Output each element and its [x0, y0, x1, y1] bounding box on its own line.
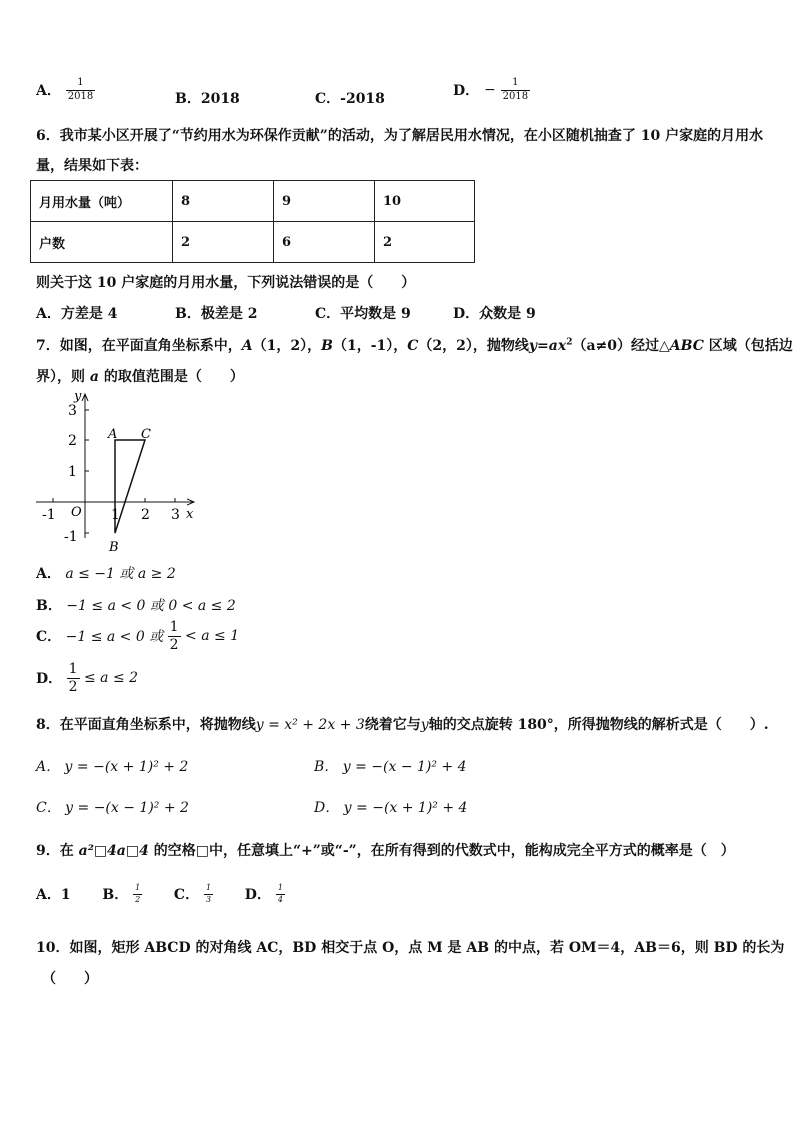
x-tick-label: 3 [171, 507, 180, 523]
q9-option-d-numerator: 1 [277, 883, 283, 893]
q8-option-d: D． y = −(x + 1)² + 4 [314, 800, 468, 816]
q8-stem-a: 8．在平面直角坐标系中，将抛物线 [36, 717, 256, 733]
x-tick-label: 1 [111, 507, 120, 523]
q7-option-c-left: −1 ≤ a < 0 或 [65, 629, 164, 646]
q9-option-b-numerator: 1 [135, 883, 141, 893]
q8-stem-equation: y = x² + 2x + 3 [255, 717, 365, 733]
q7-point-c-label: C [407, 338, 419, 354]
q7-option-c-numerator: 1 [169, 619, 179, 635]
table-cell: 2 [375, 222, 475, 263]
q7-option-d [36, 662, 138, 694]
q7-parabola-eq: y=ax [528, 338, 567, 354]
q7-point-b-label: B [321, 338, 333, 354]
q6-stem-line2: 量，结果如下表： [36, 158, 148, 174]
q7-option-d-denominator: 2 [68, 678, 78, 695]
table-cell: 9 [274, 181, 375, 222]
table-cell: 8 [173, 181, 274, 222]
y-tick-label: 2 [68, 433, 77, 449]
q7-option-a-math: a ≤ −1 或 a ≥ 2 [65, 566, 176, 582]
q6-option-d: D．众数是 9 [453, 306, 536, 322]
q8-option-a: A． y = −(x + 1)² + 2 [36, 759, 189, 775]
q6-question: 则关于这 10 户家庭的月用水量，下列说法错误的是（ ） [36, 275, 416, 291]
x-tick-label: -1 [42, 507, 56, 523]
q7-point-a-label: A [241, 338, 253, 354]
q7-stem-line2-a: 界），则 [36, 369, 90, 385]
y-tick-label: 3 [68, 403, 77, 419]
axis-label-y: y [74, 389, 82, 404]
q9-stem-a: 9．在 [36, 843, 79, 859]
q7-option-d-label: D． [36, 671, 63, 688]
q8-stem [36, 714, 769, 734]
q9-option-d-fraction [276, 884, 285, 904]
q5-option-a-denominator: 2018 [67, 90, 94, 102]
q7-parabola-exp: 2 [566, 337, 573, 348]
table-cell: 10 [375, 181, 475, 222]
q9-stem-math: a²□4a□4 [78, 843, 149, 859]
q6-option-a: A．方差是 4 [36, 306, 118, 322]
q7-option-c [36, 620, 239, 652]
q7-option-b [36, 595, 236, 615]
q9-option-c-label: C． [173, 887, 200, 903]
point-label-b: B [109, 540, 119, 555]
q7-triangle-name: ABC [669, 338, 704, 354]
q7-option-a-label: A． [36, 566, 61, 582]
q7-coordinate-figure [30, 388, 205, 560]
q5-option-d-label: D． [453, 83, 480, 99]
q9-option-b-fraction [133, 884, 142, 904]
axis-label-x: x [186, 507, 194, 522]
q9-stem-b: 的空格□中，任意填上“+”或“-”，在所有得到的代数式中，能构成完全平方式的概率是（ ） [148, 843, 735, 859]
q5-option-c: C．-2018 [315, 91, 385, 107]
table-cell: 月用水量（吨） [31, 181, 173, 222]
q7-stem-text: 7．如图，在平面直角坐标系中， [36, 338, 242, 354]
q7-option-c-label: C． [36, 629, 62, 646]
q6-option-c: C．平均数是 9 [315, 306, 411, 322]
q7-point-c-coord: （2，2），抛物线 [418, 338, 529, 354]
q7-option-c-right: < a ≤ 1 [185, 628, 240, 645]
q7-point-b-coord: （1，-1）， [332, 338, 408, 354]
q9-options [36, 884, 285, 904]
q6-data-table [30, 180, 475, 263]
q5-option-d-fraction [501, 78, 530, 102]
q9-option-b-denominator: 2 [135, 894, 141, 904]
q5-option-a-label: A． [36, 83, 61, 99]
q7-option-c-fraction [168, 620, 181, 652]
q9-option-d-denominator: 4 [277, 894, 283, 904]
q10-stem-line2: （ ） [42, 971, 98, 987]
point-label-a: A [108, 427, 118, 442]
origin-label: O [71, 505, 82, 520]
q5-option-b: B．2018 [175, 91, 240, 107]
q9-option-a: A．1 [36, 887, 71, 903]
q5-option-a-fraction [66, 78, 95, 102]
table-row [31, 181, 475, 222]
q5-option-d-denominator: 2018 [502, 90, 529, 102]
q7-option-c-denominator: 2 [169, 636, 179, 653]
point-label-c: C [141, 427, 151, 442]
q9-option-b-label: B． [102, 887, 129, 903]
q7-option-b-math: −1 ≤ a < 0 或 0 < a ≤ 2 [66, 598, 236, 614]
q7-stem-line1 [36, 335, 793, 355]
q5-option-d [453, 78, 530, 102]
q8-stem-b: 绕着它与 [364, 717, 421, 733]
q8-stem-y: y [420, 717, 429, 733]
table-cell: 2 [173, 222, 274, 263]
q9-option-c-fraction [204, 884, 213, 904]
q7-stem-tail: 区域（包括边 [703, 338, 793, 354]
q5-option-a-numerator: 1 [77, 77, 84, 88]
q9-option-c-denominator: 3 [205, 894, 212, 904]
q5-option-a [36, 78, 95, 102]
q7-option-b-label: B． [36, 598, 62, 614]
q7-condition: （a≠0）经过△ [572, 338, 670, 354]
q9-stem [36, 840, 735, 860]
q7-option-d-fraction [67, 662, 80, 694]
q6-stem-line1: 6．我市某小区开展了“节约用水为环保作贡献”的活动，为了解居民用水情况，在小区随机抽查了 10 户家庭的月用水 [36, 128, 764, 144]
y-tick-label: -1 [64, 529, 78, 545]
q8-option-c: C． y = −(x − 1)² + 2 [36, 800, 189, 816]
table-cell: 户数 [31, 222, 173, 263]
q8-option-b: B． y = −(x − 1)² + 4 [314, 759, 467, 775]
y-tick-label: 1 [68, 464, 77, 480]
table-cell: 6 [274, 222, 375, 263]
x-tick-label: 2 [141, 507, 150, 523]
q7-stem-line2 [36, 366, 244, 386]
q7-point-a-coord: （1，2）， [252, 338, 322, 354]
q7-option-d-numerator: 1 [68, 661, 78, 677]
q7-option-a [36, 563, 176, 583]
table-row [31, 222, 475, 263]
q8-stem-c: 轴的交点旋转 180°，所得抛物线的解析式是（ ）. [428, 717, 769, 733]
q10-stem-line1: 10．如图，矩形 ABCD 的对角线 AC，BD 相交于点 O，点 M 是 AB 的中点，若 OM＝4，AB＝6，则 BD 的长为 [36, 940, 785, 956]
q6-option-b: B．极差是 2 [175, 306, 258, 322]
q9-option-c-numerator: 1 [205, 883, 212, 893]
q7-stem-line2-b: 的取值范围是（ ） [98, 369, 244, 385]
q5-option-d-numerator: 1 [512, 77, 519, 88]
q9-option-d-label: D． [244, 887, 271, 903]
q5-option-d-sign: − [484, 82, 496, 98]
q7-variable-a: a [89, 369, 99, 385]
q7-option-d-right: ≤ a ≤ 2 [83, 670, 139, 687]
